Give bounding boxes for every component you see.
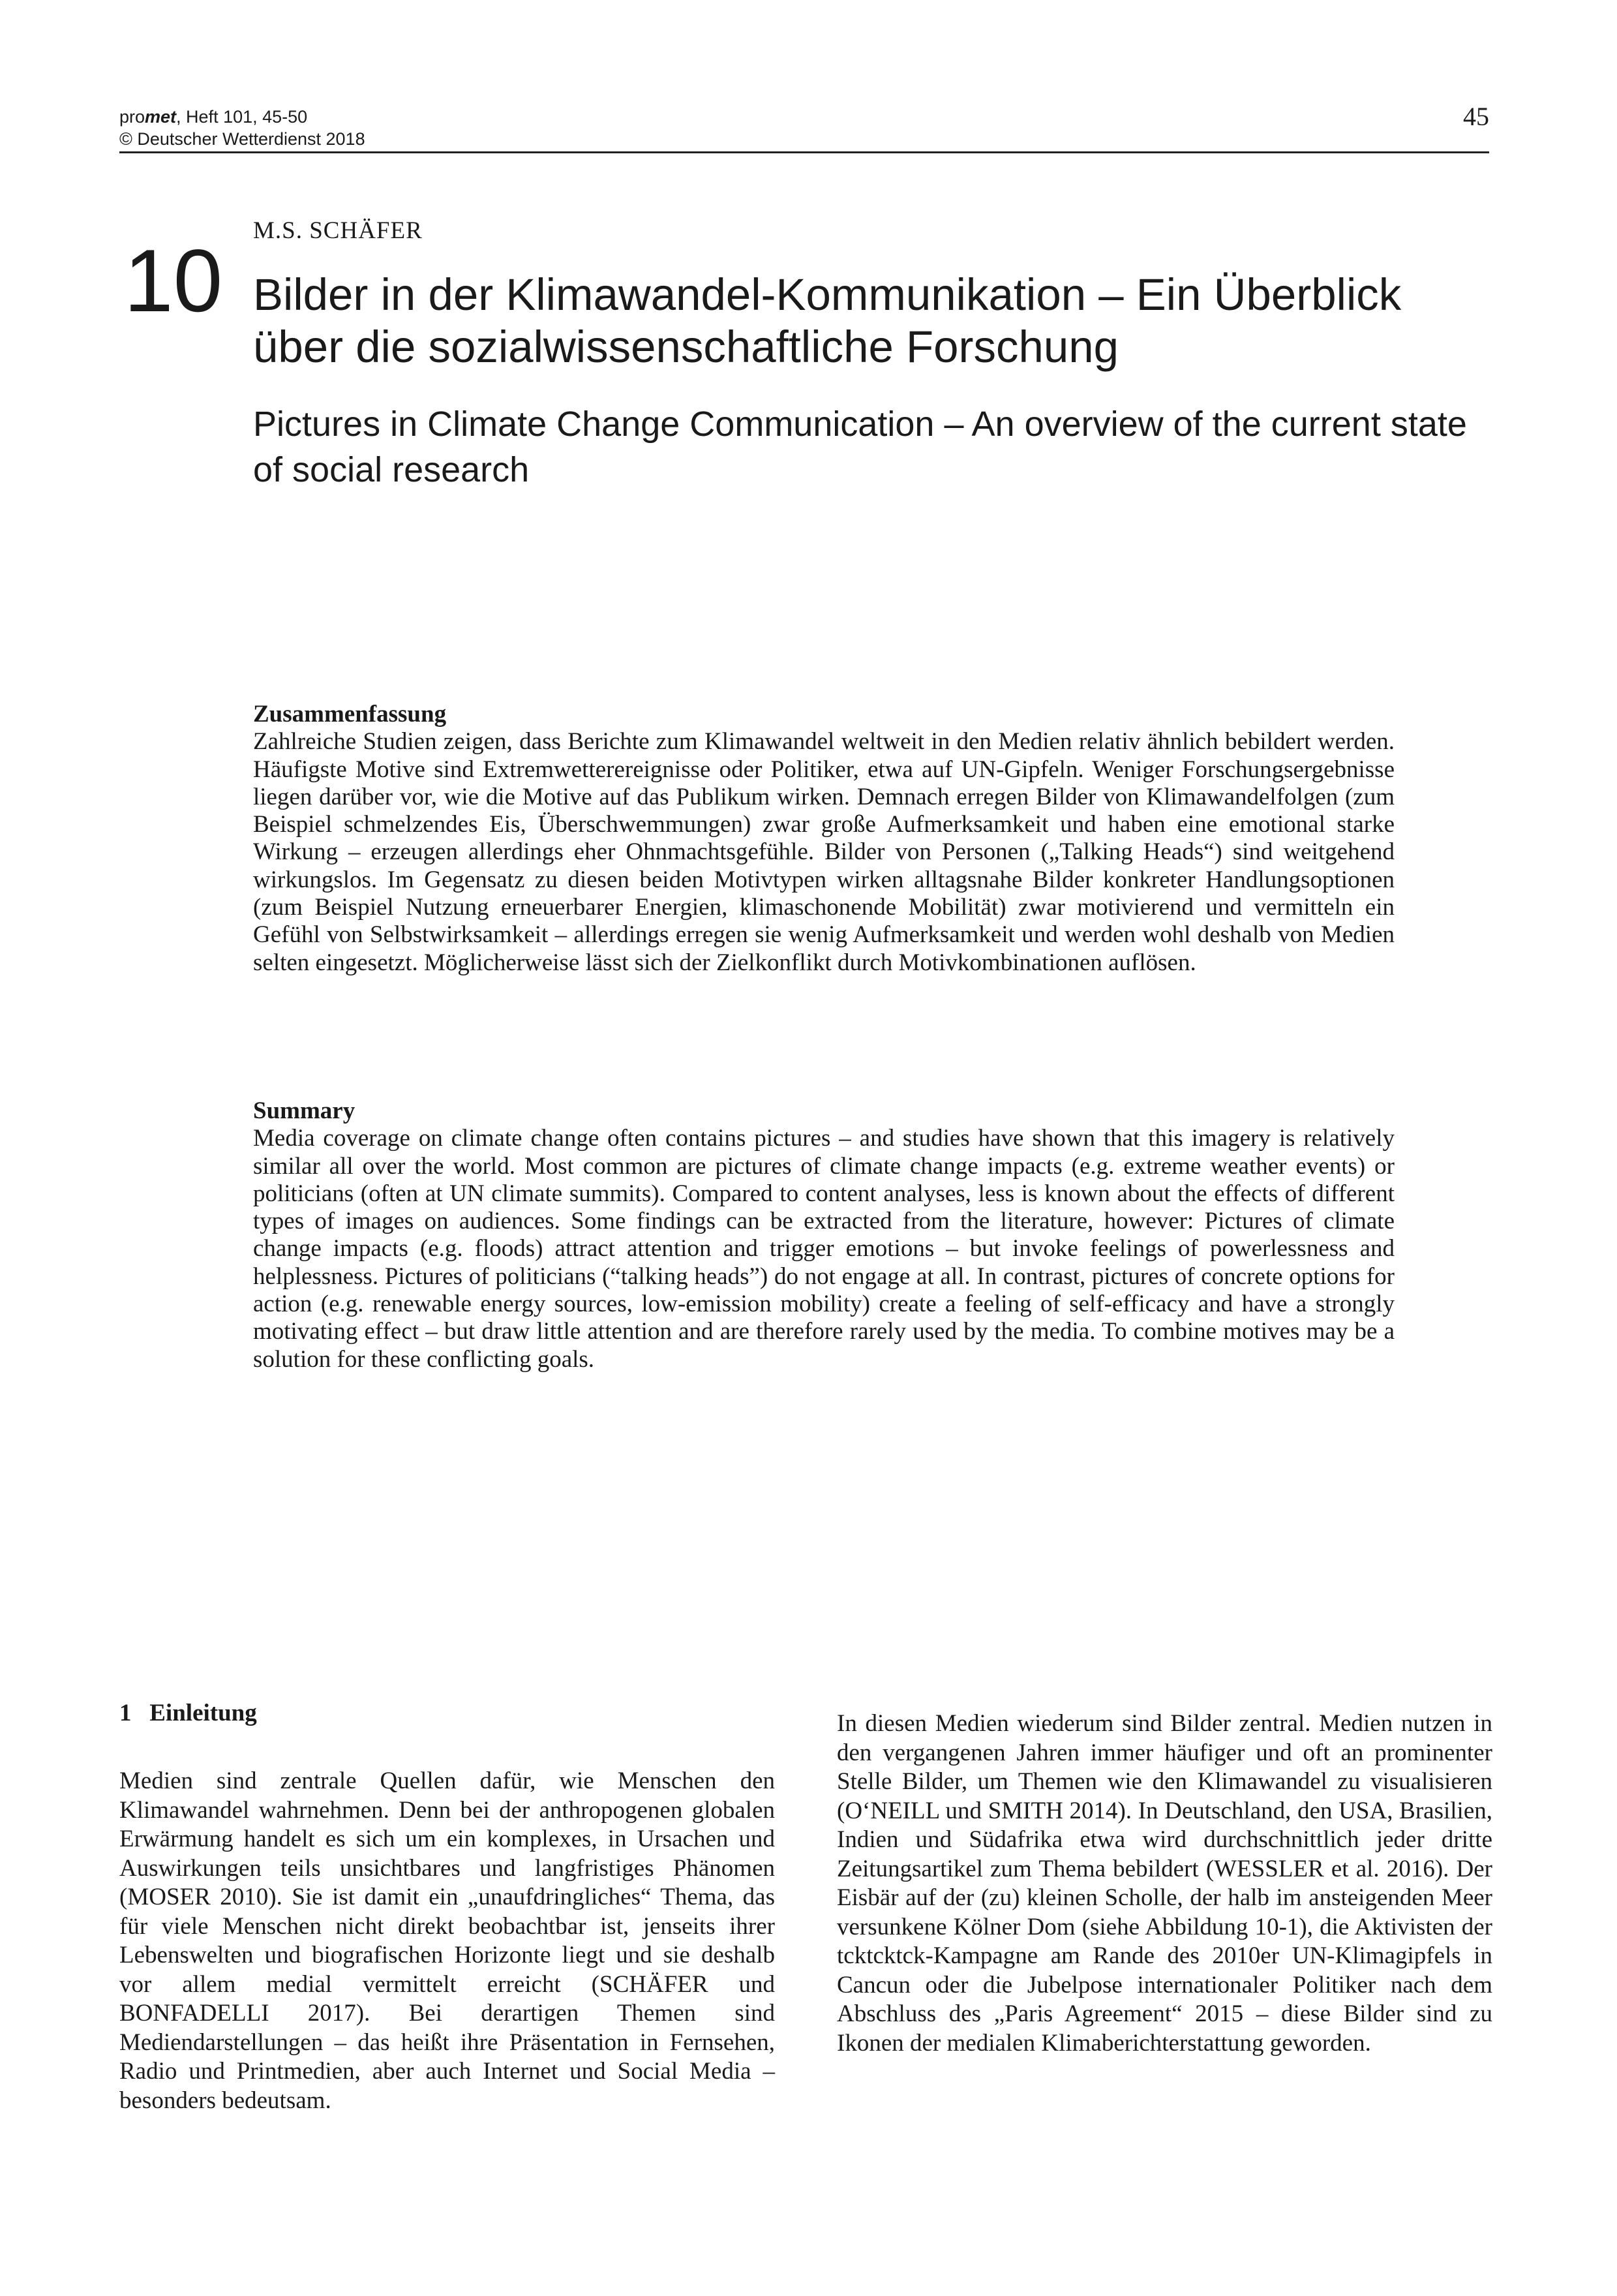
abstract-german-text: Zahlreiche Studien zeigen, dass Berichte zum Klimawandel weltweit in den Medien relativ ähnlich bebildert werden. Häufigste Motive sind Extremwetterereignisse oder Politiker, etwa auf UN-Gipfeln. Weniger Forschungsergebnisse liegen darüber vor, wie die Motive auf das Publikum wirken. Demnach erregen Bilder von Klimawandelfolgen (zum Beispiel schmelzendes Eis, Überschwemmungen) zwar große Aufmerksamkeit und haben eine emotional starke Wirkung – erzeugen allerdings eher Ohnmachtsgefühle. Bilder von Personen („Talking Heads“) sind weitgehend wirkungslos. Im Gegensatz zu diesen beiden Motivtypen wirken alltagsnahe Bilder konkreter Handlungsoptionen (zum Beispiel Nutzung erneuerbarer Energien, klimaschonende Mobilität) zwar motivierend und vermitteln ein Gefühl von Selbstwirksamkeit – allerdings erregen sie wenig Aufmerksamkeit und werden wohl deshalb von Medien selten eingesetzt. Möglicherweise lässt sich der Zielkonflikt durch Motivkombinationen auflösen. (253, 728, 1395, 976)
page-number: 45 (1463, 102, 1489, 131)
body-column-right (837, 1709, 1492, 2058)
header-divider (119, 151, 1489, 153)
journal-citation (119, 106, 365, 150)
abstract-english-heading: Summary (253, 1097, 355, 1124)
title-english: Pictures in Climate Change Communication – An overview of the current state of social research (253, 405, 1467, 489)
body-paragraph-right: In diesen Medien wiederum sind Bilder zentral. Medien nutzen in den vergangenen Jahren immer häufiger und oft an prominenter Stelle Bilder, um Themen wie den Klimawandel zu visualisieren (O‘NEILL und SMITH 2014). In Deutschland, den USA, Brasilien, Indien und Südafrika etwa wird durchschnittlich jeder dritte Zeitungsartikel zum Thema bebildert (WESSLER et al. 2016). Der Eisbär auf der (zu) kleinen Scholle, der halb im ansteigenden Meer versunkene Kölner Dom (siehe Abbildung 10-1), die Aktivisten der tcktcktck-Kampagne am Rande des 2010er UN-Klimagipfels in Cancun oder die Jubelpose internationaler Politiker nach dem Abschluss des „Paris Agreement“ 2015 – diese Bilder sind zu Ikonen der medialen Klimaberichterstattung geworden. (837, 1710, 1492, 2057)
body-column-left (119, 1699, 775, 2115)
section-heading: 1 Einleitung (119, 1700, 257, 1726)
author: M.S. SCHÄFER (253, 217, 423, 244)
abstract-english (253, 1097, 1395, 1373)
abstract-english-text: Media coverage on climate change often contains pictures – and studies have shown that this imagery is relatively similar all over the world. Most common are pictures of climate change impacts (e.g. extreme weather events) or politicians (often at UN climate summits). Compared to content analyses, less is known about the effects of different types of images on audiences. Some findings can be extracted from the literature, however: Pictures of climate change impacts (e.g. floods) attract attention and trigger emotions – but invoke feelings of powerlessness and helplessness. Pictures of politicians (“talking heads”) do not engage at all. In contrast, pictures of concrete options for action (e.g. renewable energy sources, low-emission mobility) create a feeling of self-efficacy and have a strongly motivating effect – but draw little attention and are therefore rarely used by the media. To combine motives may be a solution for these conflicting goals. (253, 1125, 1395, 1373)
journal-issue: promet, Heft 101, 45-50 (119, 107, 308, 127)
abstract-german-heading: Zusammenfassung (253, 701, 447, 727)
body-paragraph-left: Medien sind zentrale Quellen dafür, wie Menschen den Klimawandel wahrnehmen. Denn bei der anthropogenen globalen Erwärmung handelt es sich um ein komplexes, in Ursachen und Auswirkungen teils unsichtbares und langfristiges Phänomen (MOSER 2010). Sie ist damit ein „unaufdringliches“ Thema, das für viele Menschen nicht direkt beobachtbar ist, jenseits ihrer Lebenswelten und biografischen Horizonte liegt und sie deshalb vor allem medial vermittelt erreicht (SCHÄFER und BONFADELLI 2017). Bei derartigen Themen sind Mediendarstellungen – das heißt ihre Präsentation in Fernsehen, Radio und Printmedien, aber auch Internet und Social Media – besonders bedeutsam. (119, 1768, 775, 2114)
abstract-german (253, 701, 1395, 977)
copyright-line: © Deutscher Wetterdienst 2018 (119, 129, 365, 149)
chapter-number: 10 (124, 231, 223, 330)
title-german: Bilder in der Klimawandel-Kommunikation – Ein Überblick über die sozialwissenschaftliche Forschung (253, 269, 1402, 372)
